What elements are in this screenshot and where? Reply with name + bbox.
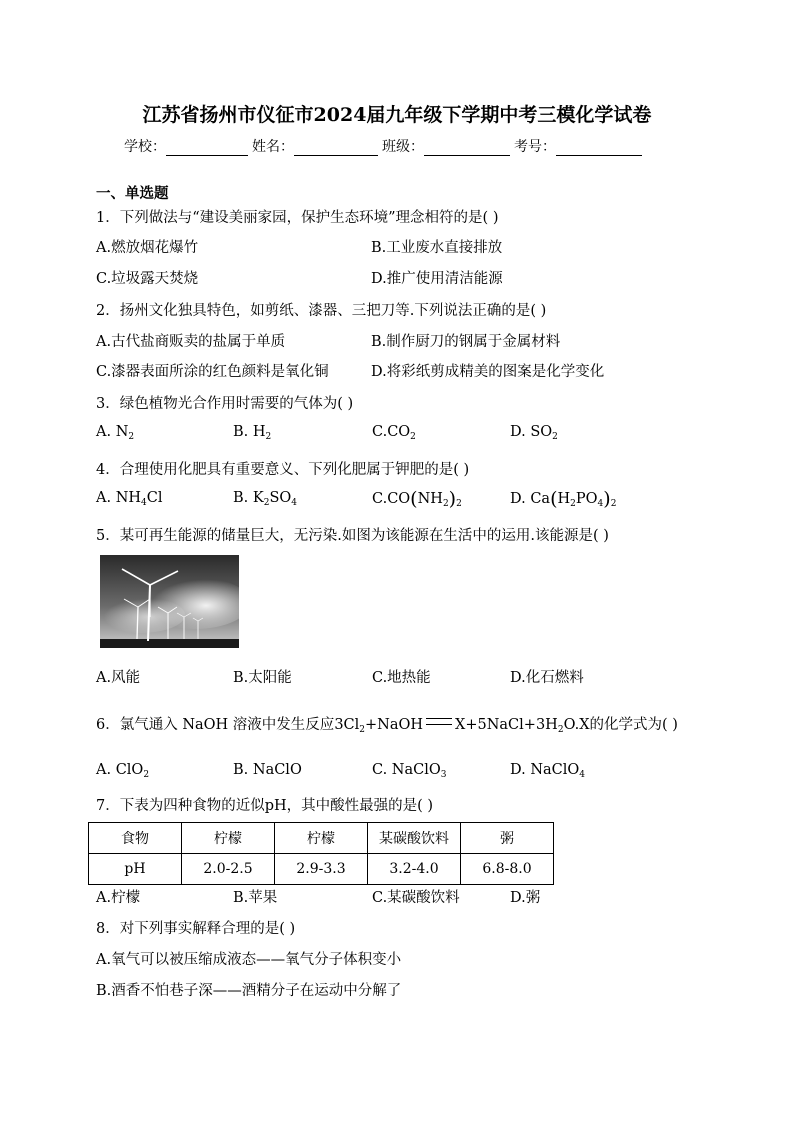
table-row — [89, 823, 554, 854]
q2-stem: 2．扬州文化独具特色，如剪纸、漆器、三把刀等.下列说法正确的是( ) — [96, 303, 547, 319]
wind-turbine-photo — [100, 555, 239, 648]
equals-sign-icon — [426, 718, 452, 725]
table-header-cell: 柠檬 — [275, 823, 368, 854]
q4-option-d: D. $Ca(H_2PO_4)_2$ — [510, 488, 617, 510]
class-label: 班级： — [382, 139, 424, 155]
q8-option-a: A.氧气可以被压缩成液态——氧气分子体积变小 — [96, 952, 402, 968]
q5-stem: 5．某可再生能源的储量巨大，无污染.如图为该能源在生活中的运用.该能源是( ) — [96, 528, 609, 544]
q2-option-c: C.漆器表面所涂的红色颜料是氧化铜 — [96, 364, 329, 380]
q5-option-b: B.太阳能 — [233, 670, 292, 686]
q6-option-b: B. NaClO — [233, 762, 302, 778]
table-cell: 2.9-3.3 — [275, 854, 368, 885]
q3-stem: 3．绿色植物光合作用时需要的气体为( ) — [96, 396, 354, 412]
q6-equation: $3Cl_2+NaOH$ $X+5NaCl+3H_2O$ — [334, 717, 575, 735]
table-cell: 2.0-2.5 — [182, 854, 275, 885]
q6-option-d: D. NaClO$_4$ — [510, 762, 586, 780]
school-label: 学校： — [124, 139, 166, 155]
q7-option-a: A.柠檬 — [96, 890, 141, 906]
name-label: 姓名： — [252, 139, 294, 155]
q5-option-c: C.地热能 — [372, 670, 431, 686]
q3-option-a: A. $N_2$ — [96, 424, 135, 442]
q5-option-a: A.风能 — [96, 670, 141, 686]
q4-option-c: $C.CO(NH_2)_2$ — [372, 488, 462, 510]
q3-option-c: $C.CO_2$ — [372, 424, 416, 442]
table-header-cell: 粥 — [461, 823, 554, 854]
q7-option-b: B.苹果 — [233, 890, 278, 906]
q2-option-b: B.制作厨刀的钢属于金属材料 — [371, 334, 561, 350]
q1-option-a: A.燃放烟花爆竹 — [96, 240, 199, 256]
q1-stem: 1．下列做法与“建设美丽家园，保护生态环境”理念相符的是( ) — [96, 210, 499, 226]
q6-stem: 6．氯气通入 NaOH 溶液中发生反应$3Cl_2+NaOH$ $X+5NaCl+3H_2O.X$的化学式为( ) — [96, 717, 678, 735]
q4-stem: 4．合理使用化肥具有重要意义、下列化肥属于钾肥的是( ) — [96, 462, 470, 478]
school-field[interactable] — [166, 139, 248, 156]
class-field[interactable] — [424, 139, 510, 156]
q1-option-b: B.工业废水直接排放 — [371, 240, 503, 256]
q3-option-d: D. $SO_2$ — [510, 424, 558, 442]
q6-option-a: A. ClO$_2$ — [96, 762, 150, 780]
exam-no-label: 考号： — [514, 139, 556, 155]
q7-option-d: D.粥 — [510, 890, 541, 906]
section-heading: 一、单选题 — [96, 185, 169, 202]
table-cell: 3.2-4.0 — [368, 854, 461, 885]
q5-option-d: D.化石燃料 — [510, 670, 584, 686]
q1-option-c: C.垃圾露天焚烧 — [96, 271, 199, 287]
q8-stem: 8．对下列事实解释合理的是( ) — [96, 921, 296, 937]
q3-option-b: B. $H_2$ — [233, 424, 272, 442]
q7-stem: 7．下表为四种食物的近似pH，其中酸性最强的是( ) — [96, 798, 434, 814]
table-header-cell: 柠檬 — [182, 823, 275, 854]
page-title: 江苏省扬州市仪征市2024届九年级下学期中考三模化学试卷 — [142, 104, 652, 126]
q7-option-c: C.某碳酸饮料 — [372, 890, 460, 906]
table-row — [89, 854, 554, 885]
table-header-cell: 食物 — [89, 823, 182, 854]
q1-option-d: D.推广使用清洁能源 — [371, 271, 503, 287]
q2-option-d: D.将彩纸剪成精美的图案是化学变化 — [371, 364, 605, 380]
q4-option-b: B. $K_2SO_4$ — [233, 490, 298, 508]
table-cell: 6.8-8.0 — [461, 854, 554, 885]
q6-option-c: C. NaClO$_3$ — [372, 762, 447, 780]
q2-option-a: A.古代盐商贩卖的盐属于单质 — [96, 334, 286, 350]
name-field[interactable] — [294, 139, 378, 156]
q4-option-a: A. $NH_4Cl$ — [96, 490, 163, 508]
table-header-cell: 某碳酸饮料 — [368, 823, 461, 854]
ph-table — [88, 822, 554, 885]
student-info-line — [124, 136, 646, 156]
exam-no-field[interactable] — [556, 139, 642, 156]
q8-option-b: B.酒香不怕巷子深——酒精分子在运动中分解了 — [96, 983, 402, 999]
table-cell: pH — [89, 854, 182, 885]
